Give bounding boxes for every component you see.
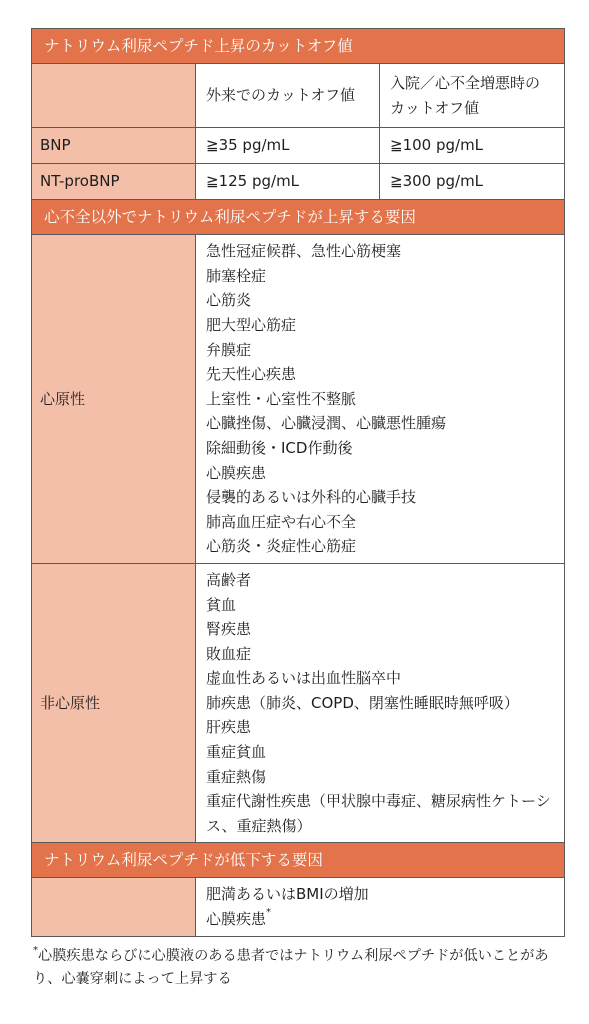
list-item: 重症熱傷 xyxy=(206,767,267,786)
decrease-causes-list xyxy=(196,878,565,936)
section3-header: ナトリウム利尿ペプチドが低下する要因 xyxy=(32,843,565,878)
list-item: 肝疾患 xyxy=(206,718,252,737)
col-header-outpatient: 外来でのカットオフ値 xyxy=(196,64,380,128)
col-header-inpatient: 入院／心不全増悪時のカットオフ値 xyxy=(380,64,565,128)
list-item: 肺高血圧症や右心不全 xyxy=(206,512,357,531)
list-item: 先天性心疾患 xyxy=(206,365,297,384)
noncardiac-label: 非心原性 xyxy=(32,563,196,843)
row-label-bnp: BNP xyxy=(32,128,196,164)
list-item: 心膜疾患 xyxy=(206,463,267,482)
list-item: 重症代謝性疾患（甲状腺中毒症、糖尿病性ケトーシス、重症熱傷） xyxy=(206,792,551,835)
list-item: 重症貧血 xyxy=(206,743,267,762)
section1-blank-label xyxy=(32,64,196,128)
list-item: 腎疾患 xyxy=(206,620,252,639)
cardiac-label: 心原性 xyxy=(32,235,196,564)
footnote xyxy=(31,945,564,991)
list-item: 肺塞栓症 xyxy=(206,266,267,285)
list-item: 弁膜症 xyxy=(206,340,252,359)
natriuretic-peptide-table xyxy=(31,28,565,937)
list-item: 肺疾患（肺炎、COPD、閉塞性睡眠時無呼吸） xyxy=(206,693,519,712)
cardiac-causes-list xyxy=(196,235,565,564)
natriuretic-peptide-table-container xyxy=(31,28,564,991)
list-item: 高齢者 xyxy=(206,570,252,589)
bnp-outpatient-value: ≧35 pg/mL xyxy=(196,128,380,164)
bnp-inpatient-value: ≧100 pg/mL xyxy=(380,128,565,164)
list-item: 貧血 xyxy=(206,595,237,614)
list-item: 除細動後・ICD作動後 xyxy=(206,438,353,457)
row-label-ntprobnp: NT-proBNP xyxy=(32,164,196,200)
section2-header: 心不全以外でナトリウム利尿ペプチドが上昇する要因 xyxy=(32,200,565,235)
ntprobnp-inpatient-value: ≧300 pg/mL xyxy=(380,164,565,200)
footnote-marker: * xyxy=(266,907,272,919)
list-item-text: 心膜疾患 xyxy=(206,910,267,929)
ntprobnp-outpatient-value: ≧125 pg/mL xyxy=(196,164,380,200)
list-item: 肥大型心筋症 xyxy=(206,315,297,334)
list-item xyxy=(206,907,554,932)
section1-header: ナトリウム利尿ペプチド上昇のカットオフ値 xyxy=(32,29,565,64)
footnote-marker: * xyxy=(33,944,38,956)
footnote-text: 心膜疾患ならびに心膜液のある患者ではナトリウム利尿ペプチドが低いことがあり、心嚢穿刺によって上昇する xyxy=(33,947,549,987)
list-item: 肥満あるいはBMIの増加 xyxy=(206,885,369,904)
list-item: 侵襲的あるいは外科的心臓手技 xyxy=(206,488,417,507)
noncardiac-causes-list xyxy=(196,563,565,843)
list-item: 心筋炎・炎症性心筋症 xyxy=(206,537,357,556)
list-item: 心筋炎 xyxy=(206,291,252,310)
list-item: 虚血性あるいは出血性脳卒中 xyxy=(206,669,402,688)
list-item: 上室性・心室性不整脈 xyxy=(206,389,357,408)
section3-blank-label xyxy=(32,878,196,936)
list-item: 心臓挫傷、心臓浸潤、心臓悪性腫瘍 xyxy=(206,414,447,433)
list-item: 急性冠症候群、急性心筋梗塞 xyxy=(206,242,402,261)
list-item: 敗血症 xyxy=(206,644,252,663)
